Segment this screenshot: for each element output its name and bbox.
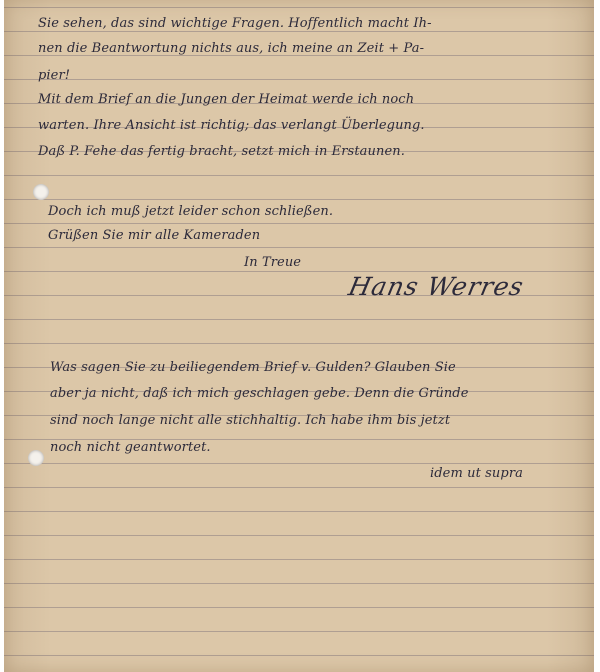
notebook-page: [4, 0, 594, 672]
punch-hole-bottom: [28, 450, 44, 466]
letter-line-3: pier!: [38, 68, 71, 83]
postscript-line-3: sind noch lange nicht alle stichhaltig. Ich habe ihm bis jetzt: [50, 413, 451, 428]
postscript-line-4: noch nicht geantwortet.: [50, 440, 211, 455]
postscript-line-2: aber ja nicht, daß ich mich geschlagen gebe. Denn die Gründe: [50, 386, 469, 401]
letter-line-6: Daß P. Fehe das fertig bracht, setzt mich in Erstaunen.: [38, 144, 405, 159]
punch-hole-top: [33, 184, 49, 200]
letter-line-2: nen die Beantwortung nichts aus, ich meine an Zeit + Pa-: [38, 41, 425, 56]
signature: Hans Werres: [345, 272, 527, 301]
letter-line-4: Mit dem Brief an die Jungen der Heimat werde ich noch: [38, 92, 415, 107]
postscript-line-1: Was sagen Sie zu beiliegendem Brief v. Gulden? Glauben Sie: [50, 360, 456, 375]
closing-in-treue: In Treue: [244, 255, 302, 270]
letter-line-5: warten. Ihre Ansicht ist richtig; das verlangt Überlegung.: [38, 118, 425, 133]
letter-line-7: Doch ich muß jetzt leider schon schließen.: [48, 204, 334, 219]
idem-ut-supra: idem ut supra: [430, 466, 523, 481]
letter-line-8: Grüßen Sie mir alle Kameraden: [48, 228, 261, 243]
letter-line-1: Sie sehen, das sind wichtige Fragen. Hoffentlich macht Ih-: [38, 16, 432, 31]
